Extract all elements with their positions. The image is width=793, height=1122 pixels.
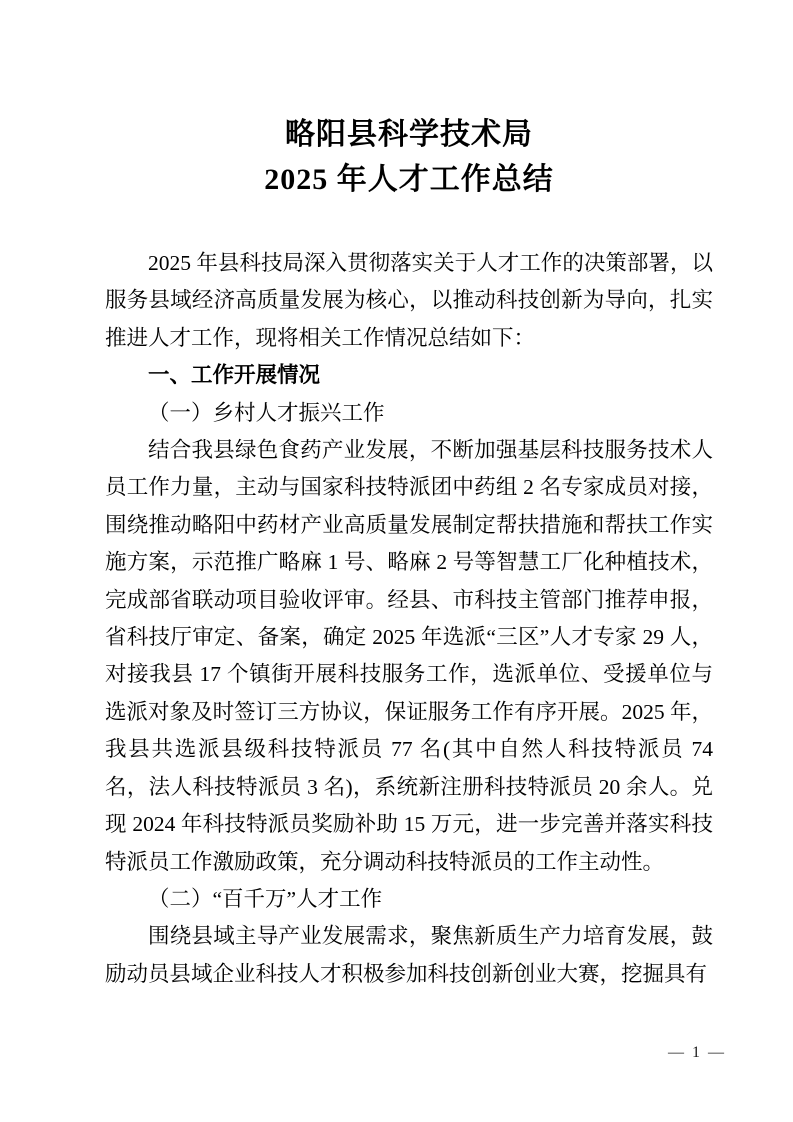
page-number: — 1 — <box>668 1044 726 1061</box>
subsection2-heading: （二）“百千万”人才工作 <box>148 886 383 911</box>
document-title-line1: 略阳县科学技术局 <box>285 118 533 151</box>
document-body <box>105 245 713 993</box>
subsection2-paragraph: 围绕县域主导产业发展需求，聚焦新质生产力培育发展，鼓励动员县域企业科技人才积极参加科技创新创业大赛，挖掘具有 <box>105 924 713 986</box>
document-title <box>105 112 713 202</box>
document-content <box>105 112 713 993</box>
intro-paragraph: 2025 年县科技局深入贯彻落实关于人才工作的决策部署，以服务县域经济高质量发展为核心，以推动科技创新为导向，扎实推进人才工作，现将相关工作情况总结如下： <box>105 251 713 350</box>
document-title-line2: 2025 年人才工作总结 <box>264 163 554 196</box>
subsection1-heading: （一）乡村人才振兴工作 <box>148 400 385 425</box>
section1-heading: 一、工作开展情况 <box>148 363 321 388</box>
subsection1-paragraph: 结合我县绿色食药产业发展，不断加强基层科技服务技术人员工作力量，主动与国家科技特派团中药组 2 名专家成员对接，围绕推动略阳中药材产业高质量发展制定帮扶措施和帮扶工作实施方案，示范推广略麻 1 号、略麻 2 号等智慧工厂化种植技术，完成部省联动项目验收评审。经县、市科技主管部门推荐申报，省科技厅审定、备案，确定 2025 年选派“三区”人才专家 29 人，对接我县 17 个镇街开展科技服务工作，选派单位、受援单位与选派对象及时签订三方协议，保证服务工作有序开展。2025 年，我县共选派县级科技特派员 77 名(其中自然人科技特派员 74 名，法人科技特派员 3 名)，系统新注册科技特派员 20 余人。兑现 2024 年科技特派员奖励补助 15 万元，进一步完善并落实科技特派员工作激励政策，充分调动科技特派员的工作主动性。 <box>105 438 713 874</box>
